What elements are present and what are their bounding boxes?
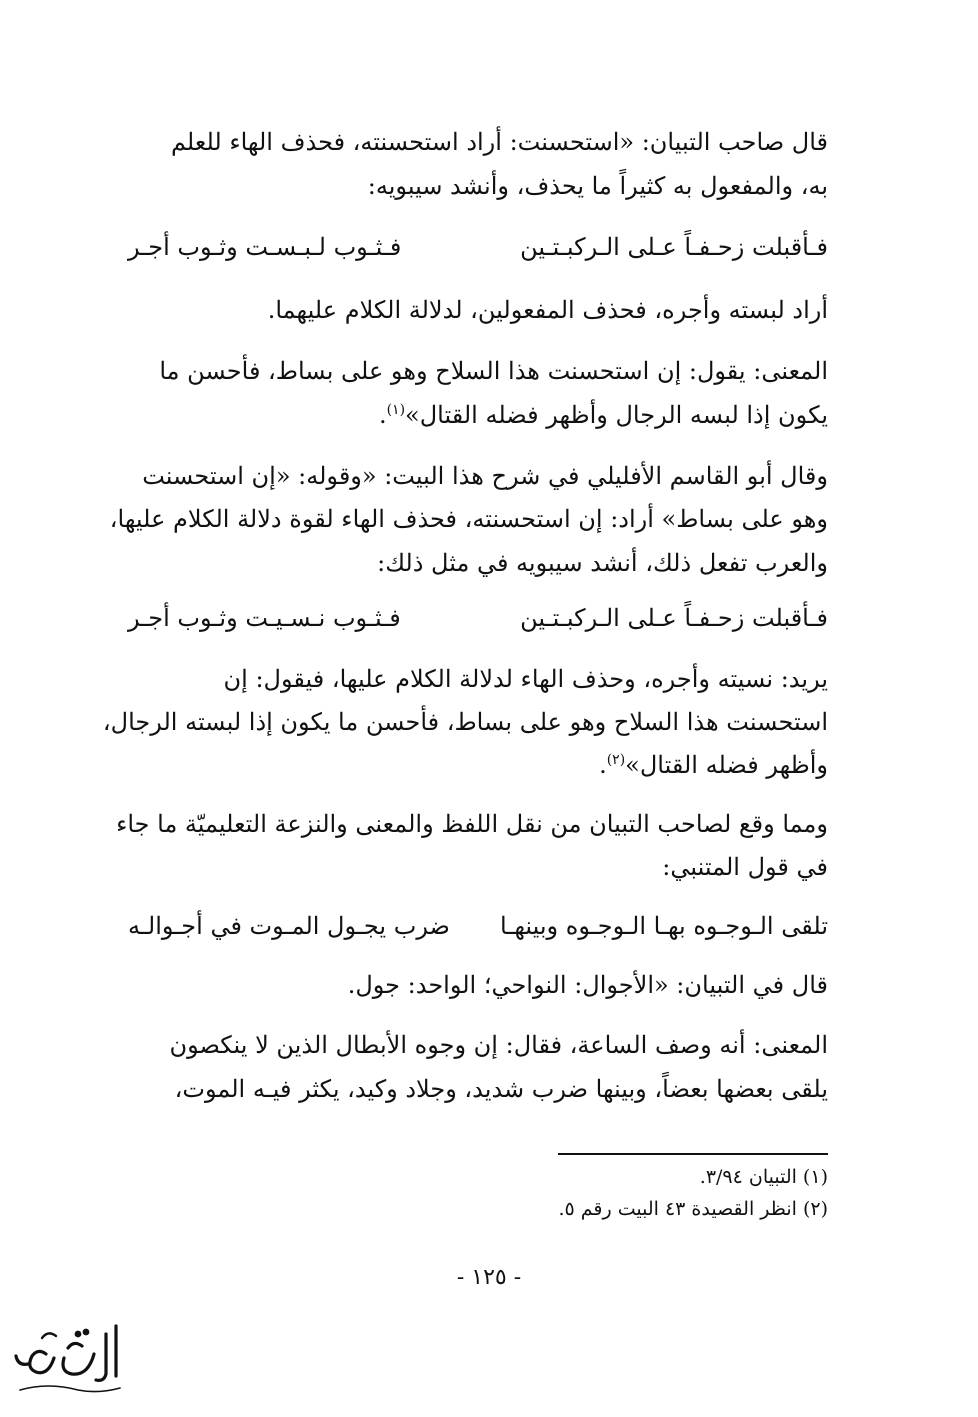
paragraph-2-line-2-end: .	[378, 401, 387, 429]
paragraph-6-line-1: المعنى: أنه وصف الساعة، فقال: إن وجوه الأبطال الذين لا ينكصون	[169, 1031, 828, 1059]
paragraph-3-line-3: والعرب تفعل ذلك، أنشد سيبويه في مثل ذلك:	[377, 549, 828, 577]
verse-1-note: أراد لبسته وأجره، فحذف المفعولين، لدلالة الكلام عليهما.	[267, 296, 828, 324]
verse-2	[128, 597, 828, 640]
paragraph-4-line-1: يريد: نسيته وأجره، وحذف الهاء لدلالة الكلام عليها، فيقول: إن	[223, 665, 828, 693]
verse-3	[128, 905, 828, 948]
footnote-1: (١) التبيان ٣/٩٤.	[699, 1166, 828, 1188]
footnote-2: (٢) انظر القصيدة ٤٣ البيت رقم ٥.	[558, 1198, 828, 1220]
paragraph-4-line-3-text: وأظهر فضله القتال»	[625, 751, 828, 779]
paragraph-4-line-3	[128, 744, 828, 787]
verse-1-left-hemistich: فـثـوب لـبـسـت وثـوب أجـر	[128, 233, 402, 261]
paragraph-6-line-2: يلقى بعضها بعضاً، وبينها ضرب شديد، وجلاد وكيد، يكثر فيـه الموت،	[174, 1075, 828, 1103]
verse-1-right-hemistich: فـأقبلت زحـفـاً عـلى الـركبـتـين	[520, 233, 828, 261]
footnote-ref-1: (١)	[386, 402, 406, 418]
calligraphic-seal-icon	[8, 1318, 128, 1402]
paragraph-5-line-2: في قول المتنبي:	[662, 853, 828, 881]
page-number: - ١٢٥ -	[456, 1265, 522, 1290]
verse-2-left-hemistich: فـثـوب نـسـيـت وثـوب أجـر	[128, 604, 401, 632]
paragraph-3-line-2: وهو على بساط» أراد: إن استحسنته، فحذف الهاء لقوة دلالة الكلام عليها،	[109, 505, 828, 533]
paragraph-4-line-3-end: .	[599, 751, 607, 779]
paragraph-5-line-1: ومما وقع لصاحب التبيان من نقل اللفظ والمعنى والنزعة التعليميّة ما جاء	[116, 810, 828, 838]
verse-3-left-hemistich: ضرب يجـول المـوت في أجـوالـه	[128, 912, 450, 940]
verse-2-right-hemistich: فـأقبلت زحـفـاً عـلى الـركبـتـين	[520, 604, 828, 632]
paragraph-2-line-2	[128, 394, 828, 437]
paragraph-3-line-1: وقال أبو القاسم الأفليلي في شرح هذا البيت: «وقوله: «إن استحسنت	[142, 462, 828, 490]
footnote-ref-2: (٢)	[606, 752, 626, 768]
paragraph-1-line-1: قال صاحب التبيان: «استحسنت: أراد استحسنته، فحذف الهاء للعلم	[170, 128, 828, 156]
paragraph-2-line-1: المعنى: يقول: إن استحسنت هذا السلاح وهو على بساط، فأحسن ما	[159, 357, 828, 385]
paragraph-2-line-2-text: يكون إذا لبسه الرجال وأظهر فضله القتال»	[405, 401, 828, 429]
footnote-divider	[558, 1153, 828, 1155]
paragraph-4-line-2: استحسنت هذا السلاح وهو على بساط، فأحسن ما يكون إذا لبسته الرجال،	[102, 708, 828, 736]
verse-1	[128, 226, 828, 269]
verse-3-note: قال في التبيان: «الأجوال: النواحي؛ الواحد: جول.	[347, 971, 828, 999]
verse-3-right-hemistich: تلقى الـوجـوه بهـا الـوجـوه وبينهـا	[499, 912, 828, 940]
paragraph-1-line-2: به، والمفعول به كثيراً ما يحذف، وأنشد سيبويه:	[367, 172, 828, 200]
